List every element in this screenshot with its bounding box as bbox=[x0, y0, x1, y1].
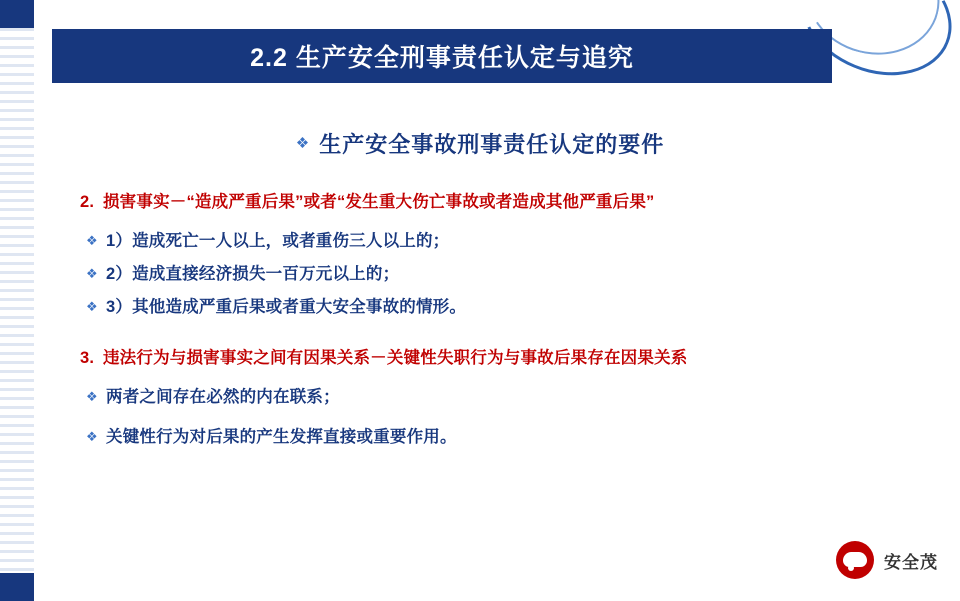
list-item bbox=[80, 386, 930, 408]
section-heading-text-3: 违法行为与损害事实之间有因果关系－关键性失职行为与事故后果存在因果关系 bbox=[102, 349, 688, 367]
brand-name: 安全茂 bbox=[884, 552, 938, 572]
diamond-bullet-icon: ❖ bbox=[86, 233, 98, 248]
cloud-logo-icon bbox=[836, 541, 874, 579]
section-heading-3 bbox=[80, 344, 930, 368]
diamond-bullet-icon: ❖ bbox=[86, 266, 98, 281]
diamond-bullet-icon: ❖ bbox=[86, 429, 98, 444]
footer-brand bbox=[836, 541, 938, 579]
section-heading-2 bbox=[80, 188, 930, 212]
section-heading-text-2: 损害事实－“造成严重后果”或者“发生重大伤亡事故或者造成其他严重后果” bbox=[102, 193, 655, 211]
list-item bbox=[80, 230, 930, 252]
list-item-text: 关键性行为对后果的产生发挥直接或重要作用。 bbox=[106, 428, 457, 446]
list-item-text: 3）其他造成严重后果或者重大安全事故的情形。 bbox=[106, 298, 467, 316]
diamond-bullet-icon: ❖ bbox=[86, 299, 98, 314]
section-number-3: 3. bbox=[80, 349, 95, 367]
list-item-text: 两者之间存在必然的内在联系； bbox=[106, 388, 340, 406]
page-title: 2.2 生产安全刑事责任认定与追究 bbox=[250, 44, 634, 72]
list-item-text: 2）造成直接经济损失一百万元以上的； bbox=[106, 265, 400, 283]
subtitle-text: 生产安全事故刑事责任认定的要件 bbox=[319, 132, 665, 157]
list-item bbox=[80, 296, 930, 318]
list-item bbox=[80, 426, 930, 448]
rail-band-top bbox=[0, 0, 34, 28]
diamond-bullet-icon: ❖ bbox=[295, 135, 310, 152]
list-item-text: 1）造成死亡一人以上，或者重伤三人以上的； bbox=[106, 232, 450, 250]
section-number-2: 2. bbox=[80, 193, 95, 211]
slide-body bbox=[80, 188, 930, 459]
list-item bbox=[80, 263, 930, 285]
cloud-shape bbox=[843, 552, 867, 567]
rail-band-bottom bbox=[0, 573, 34, 601]
slide-title-bar bbox=[52, 29, 832, 83]
left-decor-rail bbox=[0, 0, 34, 601]
rail-stripes bbox=[0, 28, 34, 573]
diamond-bullet-icon: ❖ bbox=[86, 389, 98, 404]
slide-subtitle bbox=[0, 128, 960, 159]
